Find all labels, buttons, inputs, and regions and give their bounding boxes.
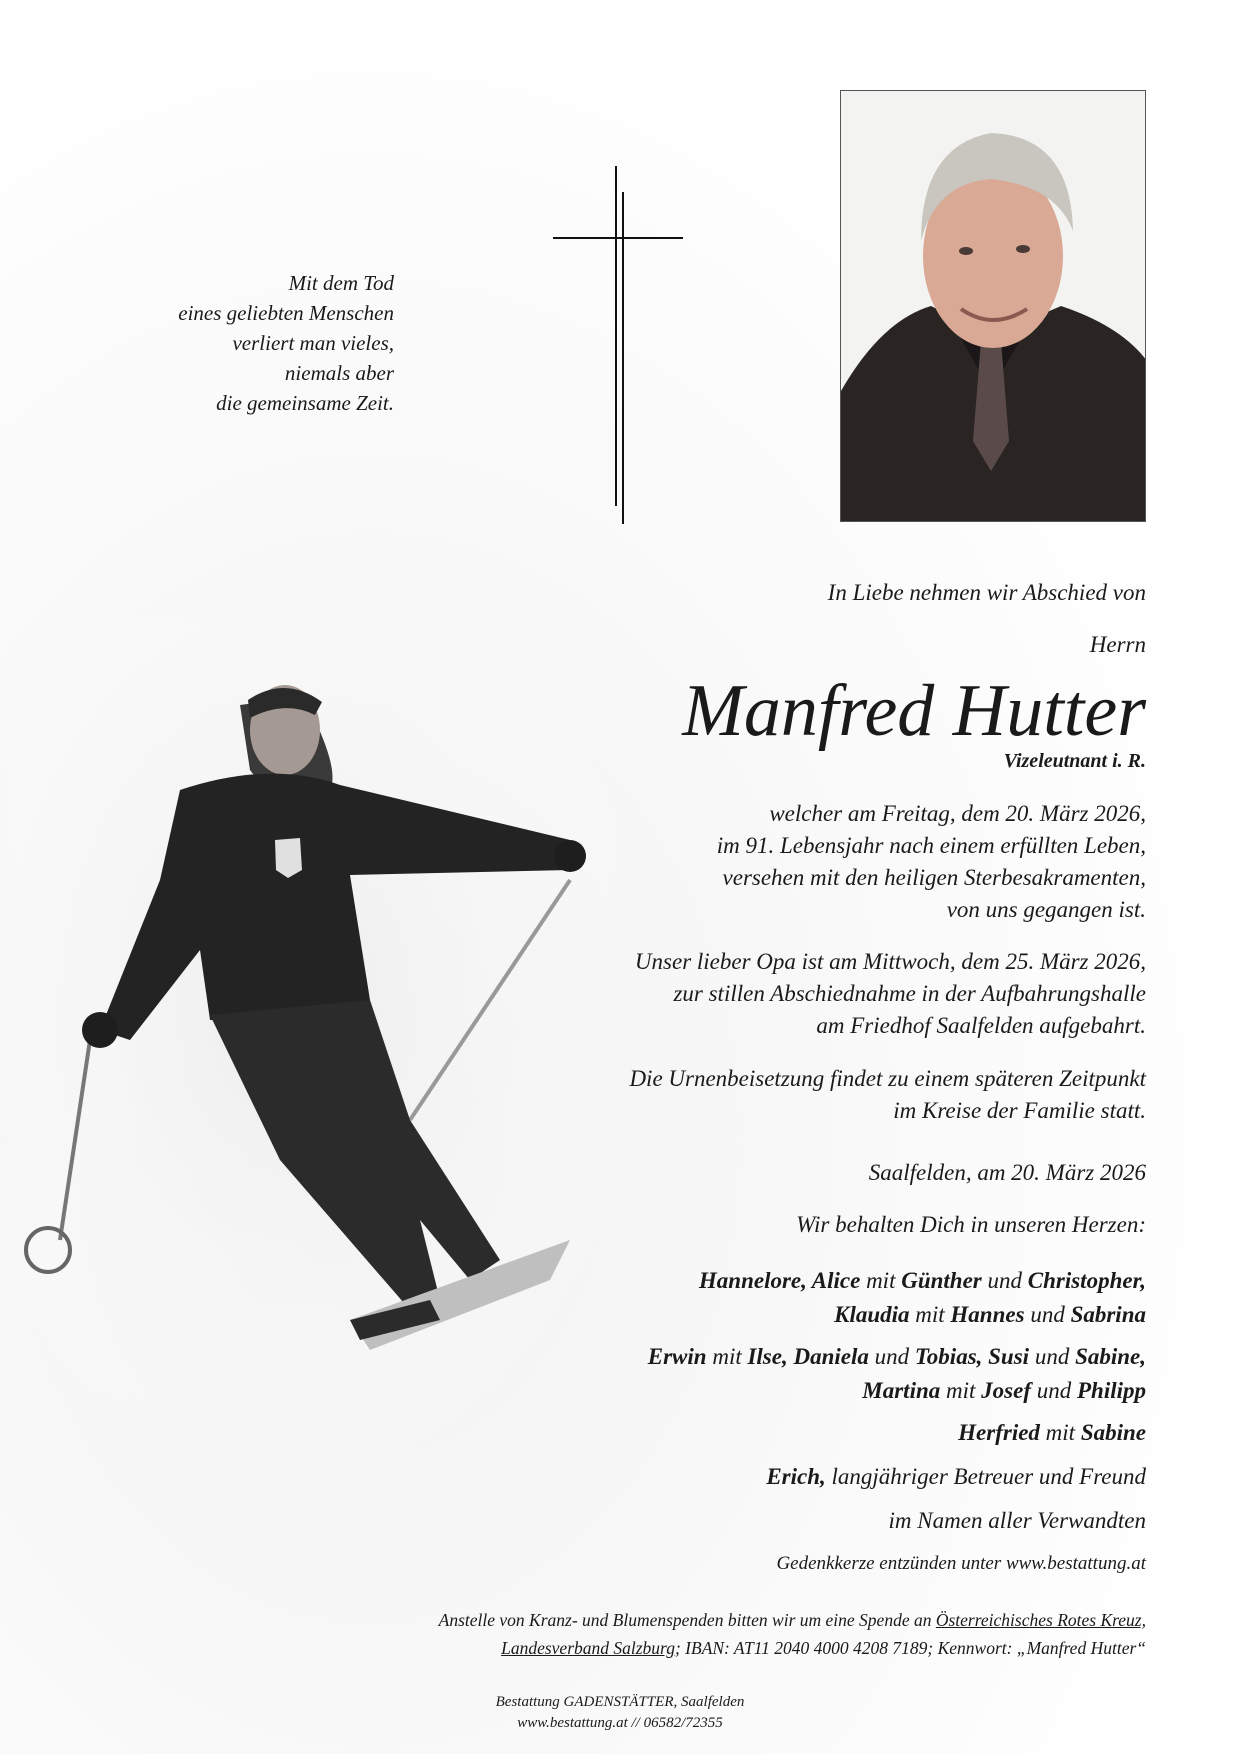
quote-line: verliert man vieles, xyxy=(232,331,394,355)
family-name: Christopher, xyxy=(1027,1268,1146,1293)
intro-text: In Liebe nehmen wir Abschied von xyxy=(827,580,1146,605)
paragraph-line: im 91. Lebensjahr nach einem erfüllten Leben, xyxy=(716,833,1146,858)
deceased-name: Manfred Hutter xyxy=(682,670,1146,752)
family-name: Josef xyxy=(981,1378,1031,1403)
quote-line: niemals aber xyxy=(284,361,394,385)
family-name: Philipp xyxy=(1076,1378,1146,1403)
family-row xyxy=(648,1340,1146,1374)
place-date: Saalfelden, am 20. März 2026 xyxy=(868,1160,1146,1185)
family-row xyxy=(648,1416,1146,1450)
family-name: Martina xyxy=(862,1378,941,1403)
family-name: Tobias, Susi xyxy=(914,1344,1030,1369)
viewing-paragraph xyxy=(635,946,1146,1042)
skier-photo xyxy=(10,620,630,1460)
family-row xyxy=(648,1264,1146,1298)
family-connector: und xyxy=(868,1344,915,1369)
family-list xyxy=(648,1264,1146,1538)
family-name: Sabine, xyxy=(1075,1344,1146,1369)
family-name: Erich, xyxy=(766,1464,826,1489)
paragraph-line: am Friedhof Saalfelden aufgebahrt. xyxy=(816,1013,1146,1038)
paragraph-line: von uns gegangen ist. xyxy=(946,897,1146,922)
family-connector: mit xyxy=(909,1302,951,1327)
cross-icon xyxy=(553,166,683,524)
paragraph-line: zur stillen Abschiednahme in der Aufbahrungshalle xyxy=(673,981,1146,1006)
family-name: Herfried xyxy=(958,1420,1040,1445)
salutation: Herrn xyxy=(1089,632,1146,657)
portrait-photo xyxy=(840,90,1146,522)
rank-title: Vizeleutnant i. R. xyxy=(1003,750,1146,772)
family-connector: und xyxy=(1030,1378,1077,1403)
footer-line: www.bestattung.at // 06582/72355 xyxy=(517,1715,723,1731)
family-row: im Namen aller Verwandten xyxy=(888,1508,1146,1533)
family-name: Klaudia xyxy=(834,1302,910,1327)
donation-recipient-link[interactable]: Landesverband Salzburg xyxy=(501,1638,675,1658)
family-name: Hannes xyxy=(950,1302,1025,1327)
donation-recipient-link[interactable]: Österreichisches Rotes Kreuz, xyxy=(935,1610,1146,1630)
family-connector: mit xyxy=(1039,1420,1081,1445)
family-connector: langjähriger Betreuer und Freund xyxy=(825,1464,1146,1489)
paragraph-line: welcher am Freitag, dem 20. März 2026, xyxy=(769,801,1146,826)
family-connector: mit xyxy=(940,1378,982,1403)
donation-text: Anstelle von Kranz- und Blumenspenden bitten wir um eine Spende an xyxy=(438,1610,936,1630)
donation-note xyxy=(439,1606,1146,1662)
family-name: Günther xyxy=(901,1268,982,1293)
quote-line: Mit dem Tod xyxy=(288,271,394,295)
donation-text: ; IBAN: AT11 2040 4000 4208 7189; Kennwort: „Manfred Hutter“ xyxy=(674,1638,1146,1658)
family-connector: mit xyxy=(706,1344,748,1369)
family-name: Ilse, Daniela xyxy=(747,1344,869,1369)
family-name: Hannelore, Alice xyxy=(698,1268,861,1293)
family-name: Sabrina xyxy=(1070,1302,1146,1327)
funeral-home-footer xyxy=(400,1692,840,1734)
quote-line: eines geliebten Menschen xyxy=(178,301,394,325)
family-name: Erwin xyxy=(647,1344,707,1369)
candle-link-text: Gedenkkerze entzünden unter www.bestattung.at xyxy=(776,1553,1146,1574)
family-connector: mit xyxy=(860,1268,902,1293)
family-row xyxy=(648,1298,1146,1332)
family-connector: und xyxy=(981,1268,1028,1293)
family-row xyxy=(648,1374,1146,1408)
family-row xyxy=(648,1460,1146,1494)
death-paragraph xyxy=(717,798,1146,926)
family-connector: und xyxy=(1029,1344,1076,1369)
paragraph-line: Die Urnenbeisetzung findet zu einem späteren Zeitpunkt xyxy=(629,1066,1146,1091)
burial-paragraph xyxy=(629,1063,1146,1127)
donation-line xyxy=(439,1634,1146,1662)
quote-line: die gemeinsame Zeit. xyxy=(216,391,394,415)
hearts-line: Wir behalten Dich in unseren Herzen: xyxy=(796,1212,1146,1237)
memorial-quote xyxy=(100,268,394,418)
family-connector: und xyxy=(1024,1302,1071,1327)
paragraph-line: versehen mit den heiligen Sterbesakramenten, xyxy=(722,865,1146,890)
donation-line xyxy=(439,1606,1146,1634)
paragraph-line: Unser lieber Opa ist am Mittwoch, dem 25. März 2026, xyxy=(634,949,1146,974)
paragraph-line: im Kreise der Familie statt. xyxy=(893,1098,1146,1123)
family-name: Sabine xyxy=(1080,1420,1146,1445)
footer-line: Bestattung GADENSTÄTTER, Saalfelden xyxy=(495,1694,745,1710)
